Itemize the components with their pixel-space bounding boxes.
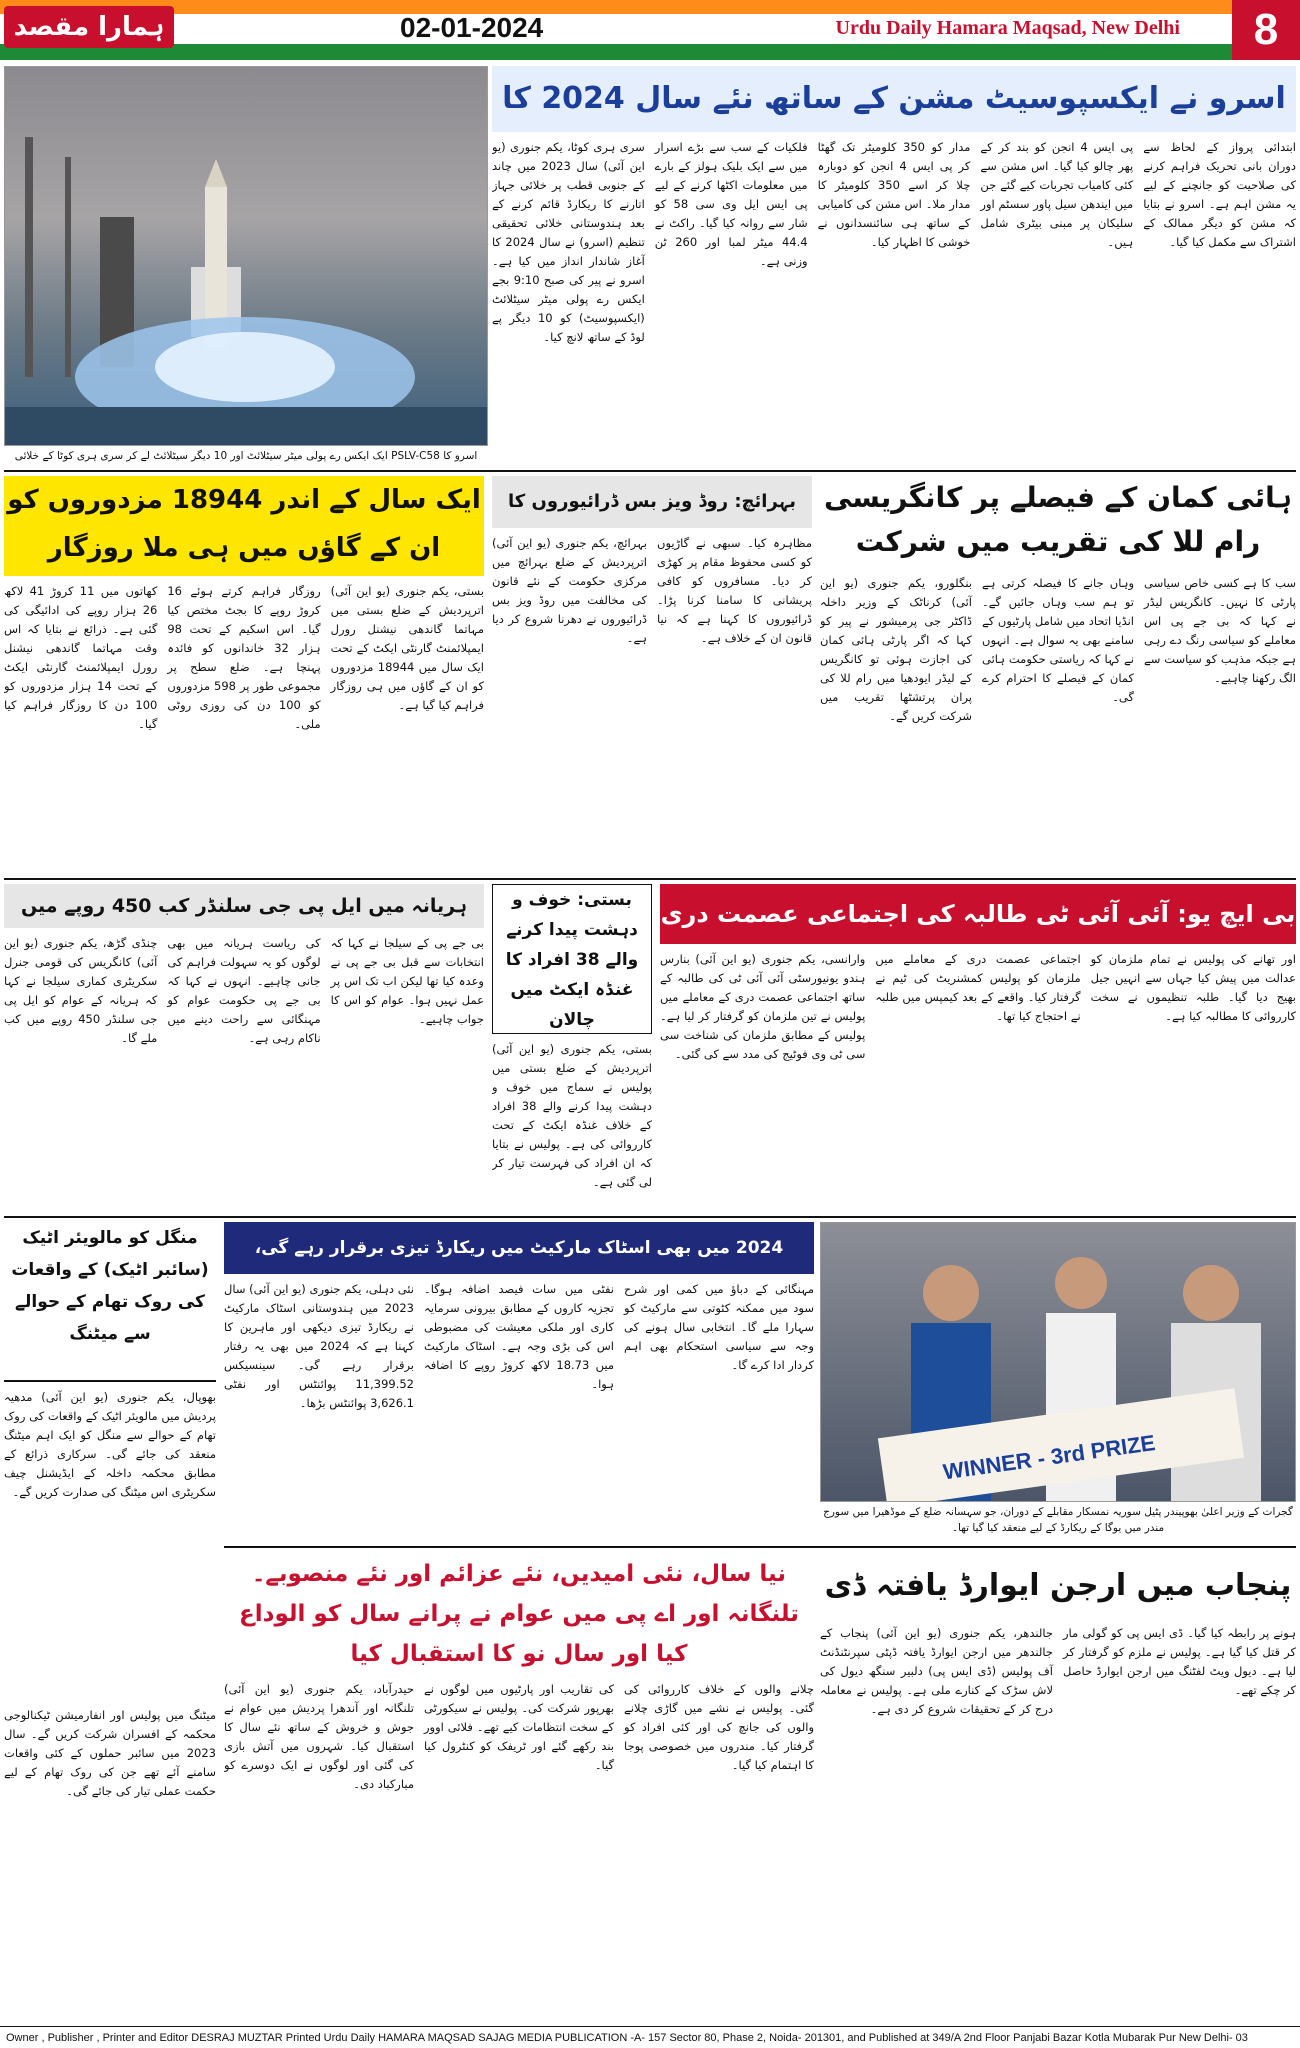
- imprint-footer: Owner , Publisher , Printer and Editor DESRAJ MUZTAR Printed Urdu Daily HAMARA MAQSAD SAJAG MEDIA PUBLICATION -A- 157 Sector 80, Phase 2, Noida- 201301, and Published at 349/A 2nd Floor Panjabi Bazar Kotla Mubarak Pur New Delhi- 03: [0, 2026, 1300, 2048]
- punjab-article-body: [820, 1624, 1296, 2020]
- rocket-launch-photo: [4, 66, 488, 446]
- lpg-paragraph: کی ریاست ہریانہ میں بھی لوگوں کو یہ سہولت فراہم کی جانی چاہیے۔ انہوں نے کہا کہ بی جے پی حکومت عوام کو مہنگائی سے راحت دینے میں ناکام رہی ہے۔: [167, 936, 321, 1045]
- stock-headline: 2024 میں بھی اسٹاک مارکیٹ میں ریکارڈ تیزی برقرار رہے گی،: [224, 1222, 814, 1274]
- labour-article-body: [4, 582, 484, 870]
- basti-headline: بستی: خوف و دہشت پیدا کرنے والے 38 افراد کا غنڈہ ایکٹ میں چالان: [492, 884, 652, 1034]
- cyber-paragraph: میٹنگ میں پولیس اور انفارمیشن ٹیکنالوجی محکمہ کے افسران شرکت کریں گے۔ سال 2023 میں سائبر حملوں کے کئی واقعات سامنے آئے تھے جن کی روک تھام کے لیے حکمت عملی تیار کی جائے گی۔: [4, 1708, 216, 1798]
- isro-headline: اسرو نے ایکسپوسیٹ مشن کے ساتھ نئے سال 2024 کا: [492, 66, 1296, 132]
- new-year-headline: نیا سال، نئی امیدیں، نئے عزائم اور نئے منصوبے۔ تلنگانہ اور اے پی میں عوام نے پرانے سال کو الوداع کیا اور سال نو کا استقبال کیا: [239, 1561, 799, 1667]
- bhu-headline: بی ایچ یو: آئی آئی ٹی طالبہ کی اجتماعی عصمت دری: [660, 884, 1296, 944]
- isro-paragraph: مدار کو 350 کلومیٹر تک گھٹا کر پی ایس 4 انجن کو دوبارہ چلا کر اسے 350 کلومیٹر کا مدار ملا۔ اس مشن کی کامیابی کے ساتھ ہی سائنسدانوں نے خوشی کا اظہار کیا۔: [817, 140, 971, 249]
- ram-lalla-paragraph: بنگلورو، یکم جنوری (یو این آئی) کرناٹک کے وزیر داخلہ ڈاکٹر جی پرمیشور نے پیر کو کہا کہ اگر پارٹی ہائی کمان کی اجازت ہوئی تو کانگریس کے لیڈر ایودھیا میں رام للا کی پران پرتشٹھا تقریب میں شرکت کریں گے۔: [820, 576, 972, 723]
- ram-lalla-article-body: [820, 574, 1296, 870]
- lpg-article-body: [4, 934, 484, 1210]
- stock-paragraph: مہنگائی کے دباؤ میں کمی اور شرح سود میں ممکنہ کٹوتی سے مارکیٹ کو سہارا ملے گا۔ انتخابی سال ہونے کی وجہ سے سیاسی استحکام بھی اہم کردار ادا کرے گا۔: [624, 1282, 814, 1372]
- bhu-paragraph: اور تھانے کی پولیس نے تمام ملزمان کو عدالت میں پیش کیا جہاں سے انہیں جیل بھیج دیا گیا۔ طلبہ تنظیموں نے سخت کارروائی کا مطالبہ کیا ہے۔: [1090, 952, 1296, 1023]
- bahraich-paragraph: بہرائچ، یکم جنوری (یو این آئی) اترپردیش کے ضلع بہرائچ میں مرکزی حکومت کے نئے قانون کی مخالفت میں روڈ ویز بس ڈرائیوروں نے دھرنا شروع کر دیا ہے۔: [492, 536, 647, 645]
- stock-paragraph: نئی دہلی، یکم جنوری (یو این آئی) سال 2023 میں ہندوستانی اسٹاک مارکیٹ نے ریکارڈ تیزی دیکھی اور ماہرین کا کہنا ہے کہ 2024 میں بھی یہ رفتار برقرار رہے گی۔ سینسیکس 11,399.52 پوائنٹس اور نفٹی 3,626.1 پوائنٹس بڑھا۔: [224, 1282, 414, 1410]
- award-ceremony-illustration: [821, 1223, 1296, 1502]
- award-photo-caption: گجرات کے وزیر اعلیٰ بھوپیندر پٹیل سوریہ نمسکار مقابلے کے دوران، جو سہسانہ ضلع کے موڈھیرا میں سورج مندر میں یوگا کے ریکارڈ کے لیے منعقد کیا گیا تھا۔: [823, 1506, 1293, 1534]
- cyber-article-body: [4, 1388, 216, 2020]
- stock-paragraph: نفٹی میں سات فیصد اضافہ ہوگا۔ تجزیہ کاروں کے مطابق بیرونی سرمایہ کاری اور ملکی معیشت کی مضبوطی اس کی بڑی وجہ ہے۔ اسٹاک مارکیٹ میں 18.73 لاکھ کروڑ روپے کا اضافہ ہوا۔: [424, 1282, 614, 1391]
- new-year-paragraph: حیدرآباد، یکم جنوری (یو این آئی) تلنگانہ اور آندھرا پردیش میں عوام نے جوش و خروش کے ساتھ نئے سال کا استقبال کیا۔ شہروں میں آتش بازی کی گئی اور لوگوں نے ایک دوسرے کو مبارکباد دی۔: [224, 1682, 414, 1791]
- prize-cheque-text: WINNER - 3rd PRIZE: [941, 1429, 1157, 1485]
- lpg-headline: ہریانہ میں ایل پی جی سلنڈر کب 450 روپے میں: [4, 884, 484, 928]
- new-year-paragraph: چلانے والوں کے خلاف کارروائی کی گئی۔ پولیس نے نشے میں گاڑی چلانے والوں کی جانچ کی اور کئی افراد کو گرفتار کیا۔ مندروں میں خصوصی پوجا کا اہتمام کیا گیا۔: [624, 1682, 814, 1772]
- newspaper-name: Urdu Daily Hamara Maqsad, New Delhi: [835, 17, 1180, 39]
- labour-paragraph: بستی، یکم جنوری (یو این آئی) اترپردیش کے ضلع بستی میں مہاتما گاندھی نیشنل رورل ایمپلائمنٹ گارنٹی ایکٹ کے تحت ایک سال میں 18944 مزدوروں کو ان کے گاؤں میں ہی روزگار فراہم کیا گیا ہے۔: [330, 584, 484, 712]
- punjab-paragraph: جالندھر، یکم جنوری (یو این آئی) پنجاب کے جالندھر میں ارجن ایوارڈ یافتہ ڈپٹی سپرنٹنڈنٹ آف پولیس (ڈی ایس پی) دلبیر سنگھ دیول کی لاش سڑک کے کنارے ملی ہے۔ پولیس نے معاملہ درج کر کے تحقیقات شروع کر دی ہے۔: [820, 1626, 1053, 1716]
- bhu-paragraph: وارانسی، یکم جنوری (یو این آئی) بنارس ہندو یونیورسٹی آئی آئی ٹی کی طالبہ کے ساتھ اجتماعی عصمت دری کے معاملے میں پولیس نے تین ملزمان کو گرفتار کر لیا ہے۔ پولیس کے مطابق ملزمان کی شناخت سی سی ٹی وی فوٹیج کی مدد سے کی گئی۔: [660, 952, 866, 1061]
- bahraich-headline: بہرائچ: روڈ ویز بس ڈرائیوروں کا: [492, 476, 812, 528]
- new-year-paragraph: کی تقاریب اور پارٹیوں میں لوگوں نے بھرپور شرکت کی۔ پولیس نے سیکورٹی کے سخت انتظامات کیے تھے۔ فلائی اوور بند رکھے گئے اور ٹریفک کو کنٹرول کیا گیا۔: [424, 1682, 614, 1772]
- lpg-paragraph: بی جے پی کے سیلجا نے کہا کہ انتخابات سے قبل بی جے پی نے وعدہ کیا تھا لیکن اب تک اس پر عمل نہیں ہوا۔ عوام کو اس کا جواب چاہیے۔: [330, 936, 484, 1026]
- ram-lalla-paragraph: سب کا ہے کسی خاص سیاسی پارٹی کا نہیں۔ کانگریس لیڈر نے کہا کہ بی جے پی اس معاملے کو سیاسی رنگ دے رہی ہے جبکہ مذہب کو سیاست سے الگ رکھنا چاہیے۔: [1144, 576, 1296, 685]
- isro-paragraph: ابتدائی پرواز کے لحاظ سے دوران بانی تحریک فراہم کرنے کی صلاحیت کو جانچنے کے لیے یہ مشن اہم ہے۔ اسرو نے بتایا کہ مشن کو دیگر ممالک کے اشتراک سے مکمل کیا گیا۔: [1143, 140, 1296, 249]
- isro-paragraph: پی ایس 4 انجن کو بند کر کے پھر چالو کیا گیا۔ اس مشن سے کئی کامیاب تجربات کیے گئے جن میں ایندھن سیل پاور سسٹم اور سلیکان پر مبنی بیٹری شامل ہیں۔: [980, 140, 1134, 249]
- labour-headline: ایک سال کے اندر 18944 مزدوروں کو ان کے گاؤں میں ہی ملا روزگار: [4, 476, 484, 576]
- punjab-headline: پنجاب میں ارجن ایوارڈ یافتہ ڈی: [824, 1568, 1292, 1603]
- basti-article-body: [492, 1040, 652, 1210]
- bahraich-article-body: [492, 534, 812, 870]
- punjab-paragraph: ہونے پر رابطہ کیا گیا۔ ڈی ایس پی کو گولی مار کر قتل کیا گیا ہے۔ پولیس نے ملزم کو گرفتار کر لیا ہے۔ دیول ویٹ لفٹنگ میں ارجن ایوارڈ حاصل کر چکے تھے۔: [1063, 1626, 1296, 1697]
- stock-article-body: [224, 1280, 814, 1540]
- isro-article-body: [492, 138, 1296, 458]
- newspaper-logo: ہمارا مقصد: [4, 6, 174, 48]
- divider: [4, 470, 1296, 472]
- lpg-paragraph: چنڈی گڑھ، یکم جنوری (یو این آئی) کانگریس کی قومی جنرل سکریٹری کماری سیلجا نے کہا کہ ہریانہ کے عوام کو ایل پی جی سلنڈر 450 روپے میں کب ملے گا۔: [4, 936, 158, 1045]
- rocket-photo-caption: اسرو کا PSLV-C58 ایک ایکس رے پولی میٹر سیٹلائٹ اور 10 دیگر سیٹلائٹ لے کر سری ہری کوٹا کے خلائی: [14, 450, 478, 462]
- award-ceremony-photo: [820, 1222, 1296, 1502]
- ram-lalla-paragraph: وہاں جانے کا فیصلہ کرتی ہے تو ہم سب وہاں جائیں گے۔ انڈیا اتحاد میں شامل پارٹیوں کے سامنے بھی یہ سوال ہے۔ انہوں نے کہا کہ ریاستی حکومت ہائی کمان کے فیصلے کا احترام کرے گی۔: [982, 576, 1134, 704]
- divider: [4, 878, 1296, 880]
- divider: [4, 1216, 1296, 1218]
- isro-paragraph: سری ہری کوٹا، یکم جنوری (یو این آئی) سال 2023 میں چاند کے جنوبی قطب پر خلائی جہاز اتارنے کا ریکارڈ قائم کرنے کے بعد ہندوستانی خلائی تحقیقی تنظیم (اسرو) نے سال 2024 کا آغاز شاندار انداز میں کیا ہے۔ اسرو نے پیر کی صبح 9:10 بجے ایکس رے پولی میٹر سیٹلائٹ (ایکسپوسیٹ) کو 10 دیگر پے لوڈ کے ساتھ لانچ کیا۔: [492, 140, 645, 344]
- bhu-article-body: [660, 950, 1296, 1210]
- labour-paragraph: کھاتوں میں 11 کروڑ 41 لاکھ 26 ہزار روپے کی ادائیگی کی گئی ہے۔ ذرائع نے بتایا کہ اس وقت مہاتما گاندھی نیشنل رورل ایمپلائمنٹ گارنٹی ایکٹ کے تحت 14 ہزار مزدوروں کو 100 دن کا روزگار فراہم کیا گیا۔: [4, 584, 158, 731]
- labour-paragraph: روزگار فراہم کرتے ہوئے 16 کروڑ روپے کا بجٹ مختص کیا گیا۔ اس اسکیم کے تحت 98 ہزار 32 خاندانوں کو فائدہ پہنچا ہے۔ ضلع سطح پر مجموعی طور پر 598 مزدوروں کو 100 دن کی روزی روٹی ملی۔: [167, 584, 321, 731]
- issue-date: 02-01-2024: [400, 12, 544, 43]
- cyber-headline: منگل کو مالویئر اٹیک (سائبر اٹیک) کے واقعات کی روک تھام کے حوالے سے میٹنگ: [4, 1222, 216, 1382]
- divider: [224, 1546, 1296, 1548]
- cyber-paragraph: بھوپال، یکم جنوری (یو این آئی) مدھیہ پردیش میں مالویئر اٹیک کے واقعات کی روک تھام کے حوالے سے منگل کو ایک اہم میٹنگ منعقد کی جائے گی۔ سرکاری ذرائع کے مطابق محکمہ داخلہ کے ایڈیشنل چیف سکریٹری اس میٹنگ کی صدارت کریں گے۔: [4, 1390, 216, 1499]
- bahraich-paragraph: مظاہرہ کیا۔ سبھی نے گاڑیوں کو کسی محفوظ مقام پر کھڑی کر دیا۔ مسافروں کو کافی پریشانی کا سامنا کرنا پڑا۔ ڈرائیوروں کا کہنا ہے کہ نیا قانون ان کے خلاف ہے۔: [657, 536, 812, 645]
- basti-paragraph: بستی، یکم جنوری (یو این آئی) اترپردیش کے ضلع بستی میں پولیس نے سماج میں خوف و دہشت پیدا کرنے والے 38 افراد کے خلاف غنڈہ ایکٹ کے تحت کارروائی کی ہے۔ پولیس نے بتایا کہ ان افراد کی فہرست تیار کر لی گئی ہے۔: [492, 1042, 652, 1189]
- page-number: 8: [1232, 0, 1300, 60]
- bhu-paragraph: اجتماعی عصمت دری کے معاملے میں ملزمان کو پولیس کمشنریٹ کی ٹیم نے گرفتار کیا۔ واقعے کے بعد کیمپس میں طلبہ نے احتجاج کیا تھا۔: [875, 952, 1081, 1023]
- isro-paragraph: فلکیات کے سب سے بڑے اسرار میں سے ایک بلیک ہولز کے بارے میں معلومات اکٹھا کرنے کے لیے پی ایس ایل وی سی 58 کو شار سے روانہ کیا گیا۔ راکٹ نے 44.4 میٹر لمبا اور 260 ٹن وزنی ہے۔: [654, 140, 808, 268]
- ram-lalla-headline: ہائی کمان کے فیصلے پر کانگریسی رام للا کی تقریب میں شرکت: [823, 481, 1293, 558]
- rocket-launch-illustration: [5, 67, 488, 446]
- new-year-article-body: [224, 1680, 814, 2020]
